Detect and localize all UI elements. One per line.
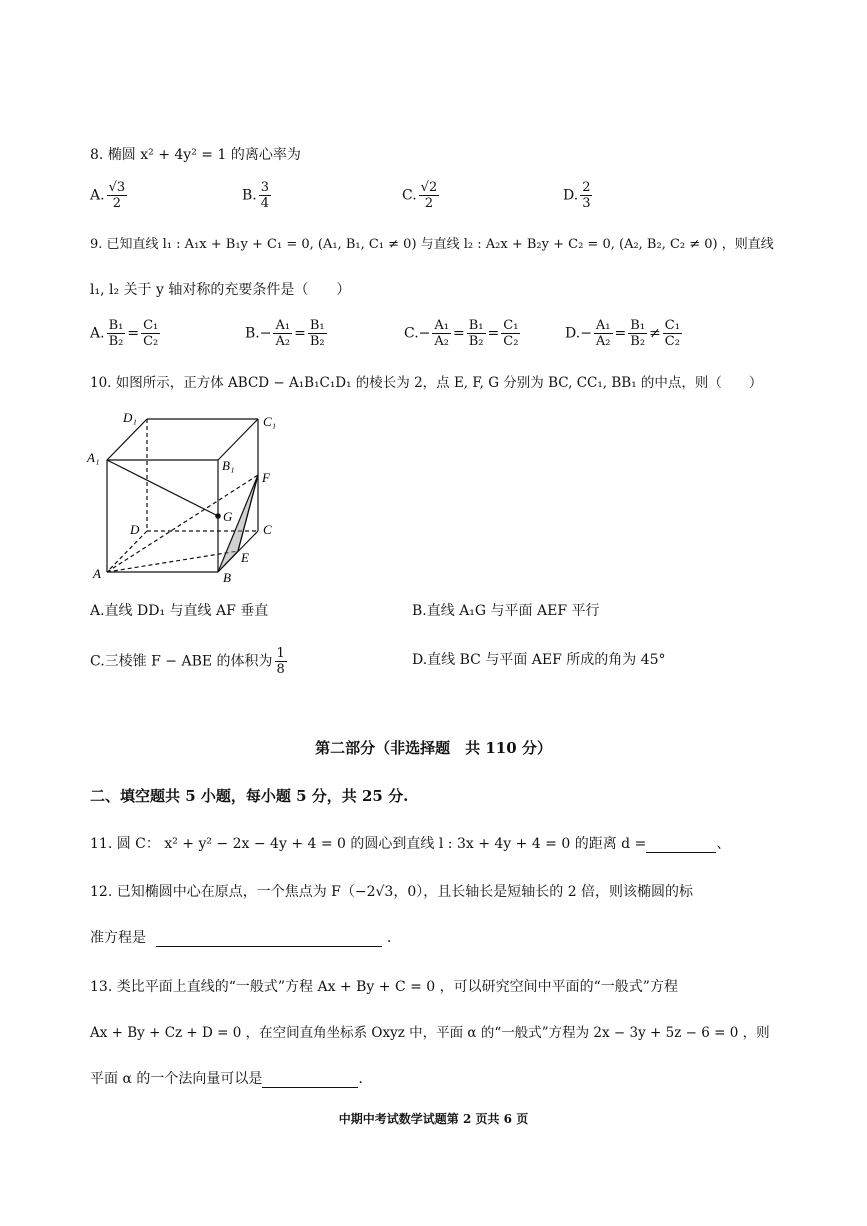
q13-answer-blank[interactable] bbox=[262, 1073, 358, 1088]
q10-stem: 10. 如图所示，正方体 ABCD − A₁B₁C₁D₁ 的棱长为 2，点 E, F, G 分别为 BC, CC₁, BB₁ 的中点，则（ ） bbox=[90, 375, 763, 391]
q8-option-c: C. $\frac{√2}{2}$ bbox=[402, 180, 438, 211]
q8-option-a: A. $\frac{√3}{2}$ bbox=[90, 180, 126, 211]
label-b1: B₁ bbox=[222, 458, 235, 473]
q9-option-b: B.− $\frac{\text{A₁}}{\text{A₂}}$ = $\frac{\text{B₁}}{\text{B₂}}$ bbox=[245, 318, 325, 349]
point-g bbox=[215, 513, 221, 519]
label-e: E bbox=[241, 550, 249, 565]
q12-answer-blank[interactable] bbox=[156, 932, 382, 947]
q13-line2: Ax + By + Cz + D = 0 ，在空间直角坐标系 Oxyz 中，平面 α 的“一般式”方程为 2x − 3y + 5z − 6 = 0 ，则 bbox=[90, 1025, 770, 1041]
label-c: C bbox=[263, 522, 272, 537]
label-a: A bbox=[93, 566, 101, 581]
q12-line1: 12. 已知椭圆中心在原点，一个焦点为 F（−2√3，0），且长轴长是短轴长的 2 倍，则该椭圆的标 bbox=[90, 884, 694, 900]
q11-answer-blank[interactable] bbox=[646, 838, 716, 853]
q10-option-c: C.三棱锥 F − ABE 的体积为 $\frac{1}{8}$ bbox=[90, 646, 285, 677]
segment-ef bbox=[238, 475, 258, 551]
q9-option-c: C.− $\frac{\text{A₁}}{\text{A₂}}$ = $\frac{\text{B₁}}{\text{B₂}}$ = $\frac{\text{C₁}}{\text{C₂}}$ bbox=[404, 318, 519, 349]
label-b: B bbox=[223, 570, 231, 585]
edge-c1b1 bbox=[218, 419, 258, 460]
edge-a1d1 bbox=[107, 419, 147, 460]
q9-option-d: D.− $\frac{\text{A₁}}{\text{A₂}}$ = $\frac{\text{B₁}}{\text{B₂}}$ ≠ $\frac{\text{C₁}}{\text{C₂}}$ bbox=[565, 318, 680, 349]
q12-line2: 准方程是 . bbox=[90, 930, 392, 946]
part2-title: 第二部分（非选择题 共 110 分） bbox=[315, 739, 552, 757]
page-footer: 中期中考试数学试题第 2 页共 6 页 bbox=[338, 1112, 529, 1126]
label-a1: A₁ bbox=[87, 450, 100, 465]
q9-stem-line2: l₁, l₂ 关于 y 轴对称的充要条件是（ ） bbox=[90, 282, 351, 298]
label-f: F bbox=[262, 470, 270, 485]
q10-option-d: D.直线 BC 与平面 AEF 所成的角为 45° bbox=[412, 652, 666, 668]
q9-option-a: A. $\frac{\text{B₁}}{\text{B₂}}$ = $\frac{\text{C₁}}{\text{C₂}}$ bbox=[90, 318, 159, 349]
label-g: G bbox=[223, 509, 233, 524]
edge-da bbox=[107, 531, 147, 572]
q10-option-a: A.直线 DD₁ 与直线 AF 垂直 bbox=[90, 603, 269, 619]
q8-option-d: D. $\frac{2}{3}$ bbox=[563, 180, 591, 211]
q10-option-b: B.直线 A₁G 与平面 AEF 平行 bbox=[412, 603, 600, 619]
cube-figure bbox=[85, 400, 305, 590]
q8-option-b: B. $\frac{3}{4}$ bbox=[242, 180, 270, 211]
label-d1: D₁ bbox=[123, 410, 137, 425]
section2-title: 二、填空题共 5 小题，每小题 5 分，共 25 分. bbox=[90, 787, 409, 805]
q8-stem: 8. 椭圆 x² + 4y² = 1 的离心率为 bbox=[90, 147, 301, 163]
q11-text: 11. 圆 C： x² + y² − 2x − 4y + 4 = 0 的圆心到直线 l : 3x + 4y + 4 = 0 的距离 d = 、 bbox=[90, 836, 731, 852]
label-d: D bbox=[130, 522, 140, 537]
segment-a1g bbox=[107, 460, 218, 516]
label-c1: C₁ bbox=[263, 414, 277, 429]
q13-line1: 13. 类比平面上直线的“一般式”方程 Ax + By + C = 0 ，可以研究空间中平面的“一般式”方程 bbox=[90, 979, 678, 995]
q9-stem-line1: 9. 已知直线 l₁ : A₁x + B₁y + C₁ = 0, (A₁, B₁, C₁ ≠ 0) 与直线 l₂ : A₂x + B₂y + C₂ = 0, (A₂, B₂, C₂ ≠ 0) ，则直线 bbox=[90, 237, 774, 252]
q13-line3: 平面 α 的一个法向量可以是 . bbox=[90, 1071, 363, 1087]
